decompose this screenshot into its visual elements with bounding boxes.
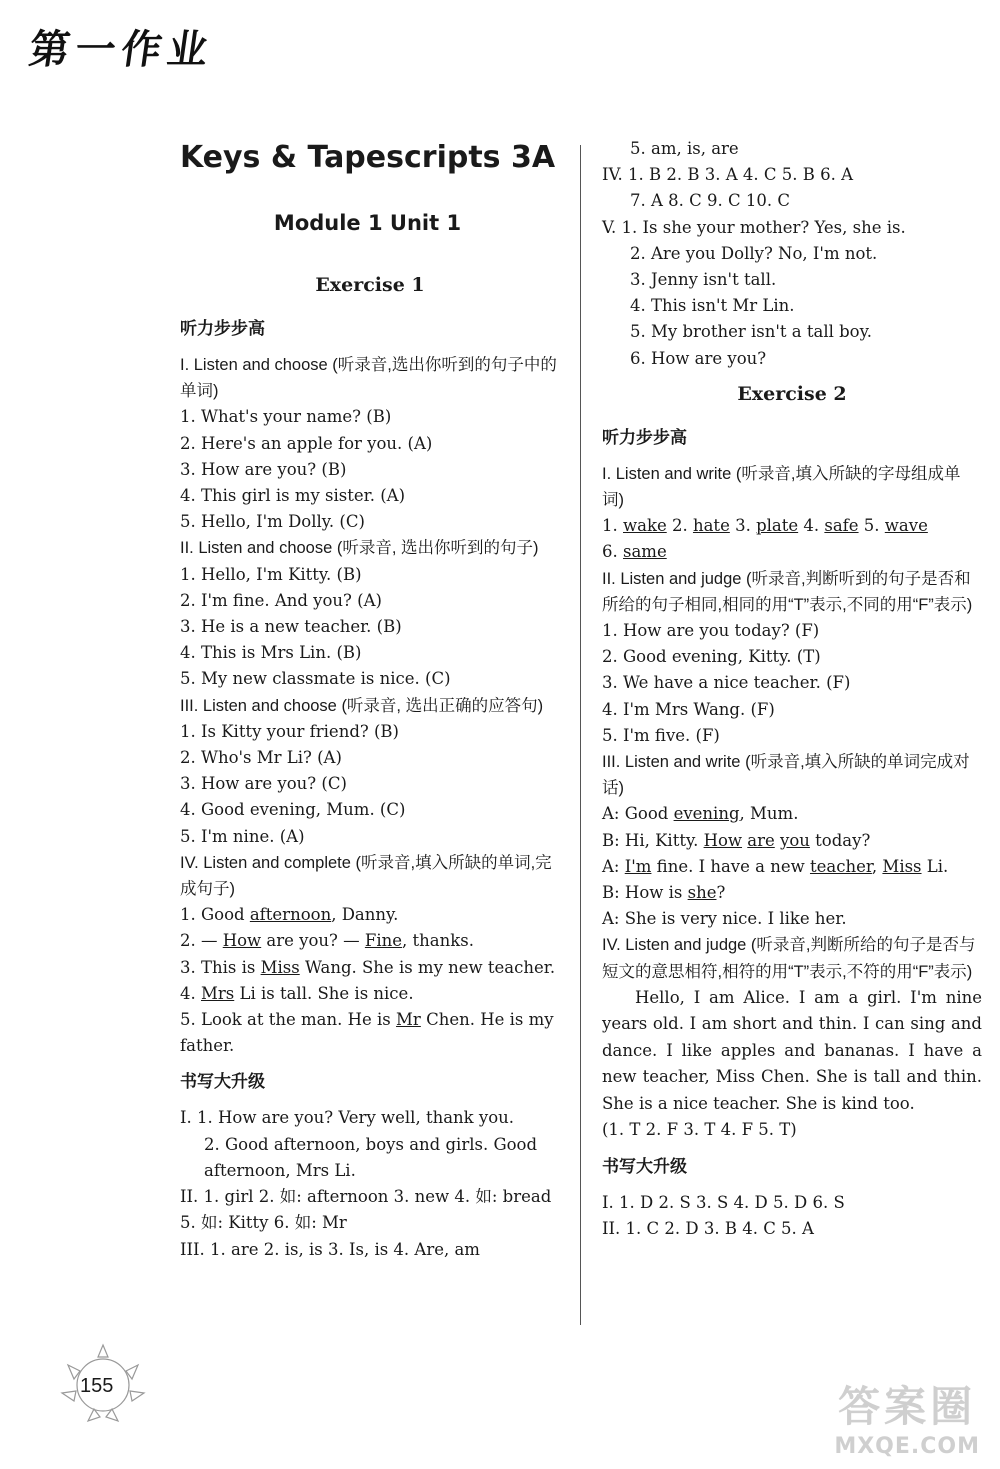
list-item: 1. Hello, I'm Kitty. (B): [180, 564, 362, 584]
answer-IV-line2: 7. A 8. C 9. C 10. C: [630, 191, 790, 211]
part-I-title: I. Listen and choose (听录音,选出你听到的句子中的单词): [180, 356, 557, 401]
part-IV-title: IV. Listen and complete (听录音,填入所缺的单词,完成句子): [180, 853, 552, 899]
list-item: 4. I'm Mrs Wang. (F): [602, 699, 775, 719]
part-II-title: II. Listen and judge (听录音,判断听到的句子是否和所给的句子相同,相同的用“T”表示,不同的用“F”表示): [602, 569, 973, 614]
list-item: 2. I'm fine. And you? (A): [180, 590, 382, 610]
list-item: 2. — How are you? — Fine, thanks.: [180, 931, 474, 951]
stamp-heading: 第一作业: [26, 27, 217, 73]
list-item: 3. He is a new teacher. (B): [180, 617, 402, 637]
list-item: 4. Mrs Li is tall. She is nice.: [180, 983, 414, 1003]
list-item: 4. This girl is my sister. (A): [180, 486, 406, 506]
list-item: 5. My new classmate is nice. (C): [180, 669, 451, 689]
right-column: [602, 136, 982, 1242]
part-III-title: III. Listen and write (听录音,填入所缺的单词完成对话): [602, 753, 970, 798]
list-item: 4. Good evening, Mum. (C): [180, 800, 406, 820]
list-item: 4. This is Mrs Lin. (B): [180, 643, 362, 663]
list-item: 3. How are you? (B): [180, 459, 347, 479]
list-item: 6. same: [602, 542, 667, 562]
list-item: 6. How are you?: [630, 348, 767, 368]
column-divider: [580, 145, 581, 1325]
part-II-title: II. Listen and choose (听录音, 选出你听到的句子): [180, 539, 539, 558]
writing-I: I. 1. D 2. S 3. S 4. D 5. D 6. S: [602, 1192, 845, 1212]
list-item: 5. I'm nine. (A): [180, 826, 305, 846]
passage-text: Hello, I am Alice. I am a girl. I'm nine years old. I am short and thin. I can sing and dance. I like apples and bananas. I have a new teacher, Miss Chen. She is tall and thin. She is a nice teacher. She is kind too.: [602, 987, 982, 1113]
list-item: 1. How are you today? (F): [602, 621, 820, 641]
list-item: 1. What's your name? (B): [180, 407, 392, 427]
list-item: 1. Is Kitty your friend? (B): [180, 721, 399, 741]
list-item: 3. How are you? (C): [180, 774, 347, 794]
exercise-2-heading: Exercise 2: [737, 382, 847, 405]
part-IV-title: IV. Listen and judge (听录音,判断所给的句子是否与短文的意思相符,相符的用“T”表示,不符的用“F”表示): [602, 936, 976, 981]
page-number: 155: [80, 1375, 114, 1397]
list-item: V. 1. Is she your mother? Yes, she is.: [602, 217, 906, 237]
list-item: 1. Good afternoon, Danny.: [180, 905, 399, 925]
page-number-badge: [48, 1335, 158, 1425]
dialogue-line: A: I'm fine. I have a new teacher, Miss Li.: [602, 856, 949, 876]
listening-section-heading: 听力步步高: [602, 427, 687, 448]
listening-section-heading: 听力步步高: [180, 319, 265, 339]
list-item: 2. Good evening, Kitty. (T): [602, 647, 821, 667]
list-item: 2. Who's Mr Li? (A): [180, 748, 342, 768]
writing-II: II. 1. girl 2. 如: afternoon 3. new 4. 如: bread 5. 如: Kitty 6. 如: Mr: [180, 1187, 552, 1233]
list-item: 5. I'm five. (F): [602, 725, 720, 745]
list-item: 2. Here's an apple for you. (A): [180, 433, 433, 453]
dialogue-line: B: Hi, Kitty. How are you today?: [602, 830, 871, 850]
dialogue-line: A: Good evening, Mum.: [602, 804, 799, 824]
page-title: Keys & Tapescripts 3A: [179, 140, 556, 175]
exercise-1-heading: Exercise 1: [315, 274, 425, 296]
list-item: 3. We have a nice teacher. (F): [602, 673, 851, 693]
answers-line: (1. T 2. F 3. T 4. F 5. T): [602, 1120, 797, 1140]
watermark: [834, 1374, 980, 1459]
list-item: 3. Jenny isn't tall.: [630, 270, 777, 290]
writing-section-heading: 书写大升级: [180, 1072, 265, 1093]
list-item: 1. wake 2. hate 3. plate 4. safe 5. wave: [602, 516, 928, 536]
module-title: Module 1 Unit 1: [273, 211, 462, 235]
list-item: 4. This isn't Mr Lin.: [630, 296, 795, 316]
part-III-title: III. Listen and choose (听录音, 选出正确的应答句): [180, 696, 544, 715]
writing-II: II. 1. C 2. D 3. B 4. C 5. A: [602, 1218, 814, 1238]
list-item: 5. Look at the man. He is Mr Chen. He is my father.: [180, 1010, 554, 1056]
list-item: 5. Hello, I'm Dolly. (C): [180, 512, 365, 532]
list-item: 5. am, is, are: [630, 139, 739, 158]
answer-IV-line1: IV. 1. B 2. B 3. A 4. C 5. B 6. A: [602, 165, 854, 185]
list-item: 2. Are you Dolly? No, I'm not.: [630, 243, 878, 263]
part-I-title: I. Listen and write (听录音,填入所缺的字母组成单词): [602, 464, 961, 510]
watermark-url: MXQE.COM: [834, 1434, 980, 1459]
writing-I-2: 2. Good afternoon, boys and girls. Good afternoon, Mrs Li.: [204, 1134, 538, 1180]
dialogue-line: A: She is very nice. I like her.: [602, 909, 847, 929]
list-item: 3. This is Miss Wang. She is my new teacher.: [180, 957, 556, 977]
writing-I-1: I. 1. How are you? Very well, thank you.: [180, 1108, 515, 1128]
left-column: [180, 263, 560, 1263]
writing-section-heading: 书写大升级: [602, 1156, 687, 1177]
dialogue-line: B: How is she?: [602, 883, 726, 903]
writing-III: III. 1. are 2. is, is 3. Is, is 4. Are, am: [180, 1239, 480, 1259]
list-item: 5. My brother isn't a tall boy.: [630, 322, 872, 342]
watermark-logo-text: 答案圈: [838, 1382, 977, 1431]
